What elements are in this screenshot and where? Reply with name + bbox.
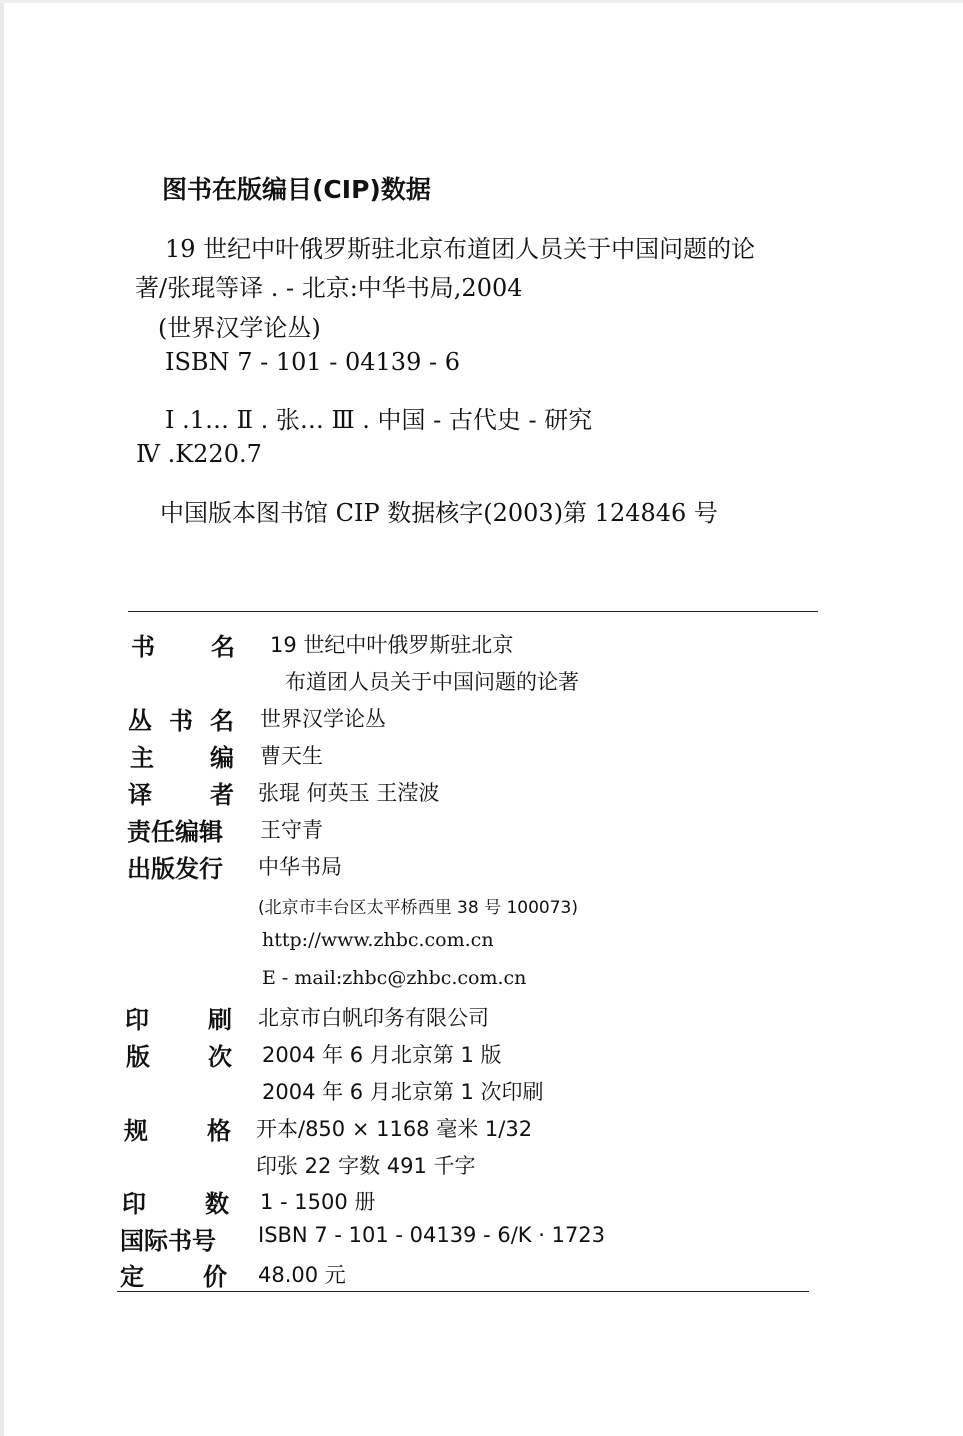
publisher-email: E - mail:zhbc@zhbc.com.cn [262,967,527,989]
responsible-editor-value: 王守青 [260,818,323,842]
editor-label: 主 编 [130,744,234,772]
editor-value: 曹天生 [260,744,323,768]
price-label: 定 价 [120,1263,227,1291]
edition-label: 版 次 [126,1043,232,1071]
series-label: 丛 书 名 [128,707,234,735]
edition-value-line-2: 2004 年 6 月北京第 1 次印刷 [262,1080,544,1104]
format-value-line-2: 印张 22 字数 491 千字 [256,1154,476,1178]
format-value-line-1: 开本/850 × 1168 毫米 1/32 [256,1117,533,1141]
printer-label: 印 刷 [125,1006,232,1034]
series-value: 世界汉学论丛 [260,707,386,731]
publisher-website: http://www.zhbc.com.cn [262,929,494,951]
responsible-editor-label: 责任编辑 [127,818,223,846]
page-top-edge [0,0,963,3]
price-value: 48.00 元 [258,1263,346,1287]
cip-clc-number: Ⅳ .K220.7 [136,440,262,468]
translator-value: 张琨 何英玉 王滢波 [258,781,440,805]
title-label: 书 名 [131,633,235,661]
cip-library-record: 中国版本图书馆 CIP 数据核字(2003)第 124846 号 [160,499,718,527]
colophon-bottom-rule [117,1291,809,1292]
edition-value-line-1: 2004 年 6 月北京第 1 版 [262,1043,502,1067]
publisher-address: (北京市丰台区太平桥西里 38 号 100073) [258,898,579,918]
cip-series: (世界汉学论丛) [158,314,321,342]
cip-classification: Ⅰ .1… Ⅱ . 张… Ⅲ . 中国 - 古代史 - 研究 [165,406,593,434]
isbn-value: ISBN 7 - 101 - 04139 - 6/K · 1723 [258,1223,606,1247]
translator-label: 译 者 [128,781,234,809]
colophon-top-rule [128,611,818,612]
page-left-edge [0,0,4,1436]
printer-value: 北京市白帆印务有限公司 [258,1006,489,1030]
format-label: 规 格 [124,1117,231,1145]
cip-title-line-2: 著/张琨等译 . - 北京:中华书局,2004 [135,274,523,302]
title-value-line-2: 布道团人员关于中国问题的论著 [285,670,579,694]
cip-title-line-1: 19 世纪中叶俄罗斯驻北京布道团人员关于中国问题的论 [165,235,756,263]
publisher-label: 出版发行 [127,855,223,883]
print-run-value: 1 - 1500 册 [260,1190,376,1214]
publisher-value: 中华书局 [258,855,342,879]
isbn-label: 国际书号 [120,1227,216,1255]
cip-isbn: ISBN 7 - 101 - 04139 - 6 [165,348,460,376]
title-value-line-1: 19 世纪中叶俄罗斯驻北京 [270,633,514,657]
print-run-label: 印 数 [122,1190,229,1218]
cip-heading: 图书在版编目(CIP)数据 [162,175,431,204]
